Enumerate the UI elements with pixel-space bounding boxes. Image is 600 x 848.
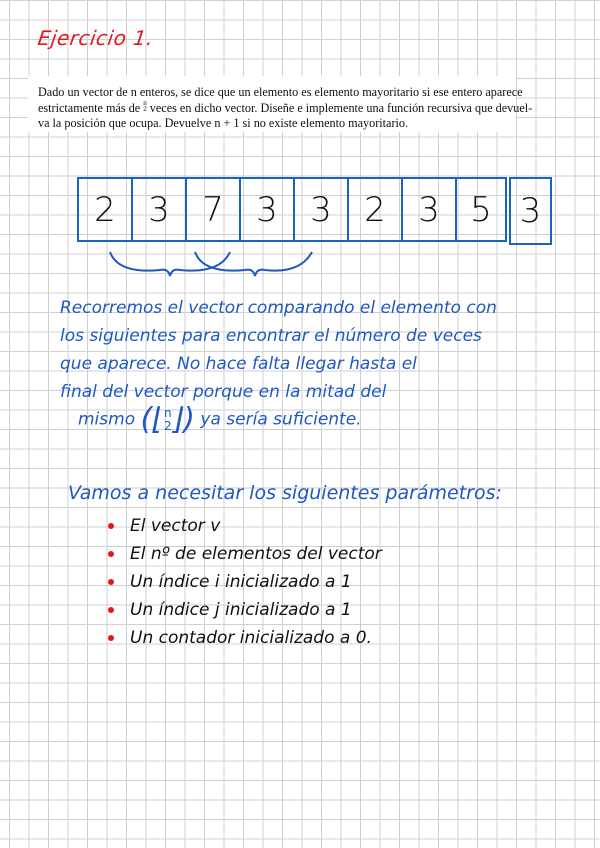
- vector-array: [77, 177, 507, 242]
- explanation-line-3: que aparece. No hace falta llegar hasta el: [60, 354, 417, 374]
- vector-cell: 3: [133, 179, 187, 240]
- vector-cell: 2: [349, 179, 403, 240]
- floor-bracket-close: ⌋): [171, 402, 195, 437]
- problem-line-3: va la posición que ocupa. Devuelve n + 1 si no existe elemento mayoritario.: [38, 116, 409, 130]
- bullet-icon: [108, 579, 114, 585]
- list-item: [108, 568, 382, 596]
- list-item: [108, 596, 382, 624]
- explanation-line-5-end: ya sería suficiente.: [200, 409, 362, 430]
- fraction-numerator: n: [143, 99, 147, 107]
- fraction-denominator: 2: [143, 105, 147, 113]
- vector-extra-cell: 3: [509, 177, 552, 245]
- list-item: [108, 512, 382, 540]
- list-item-text: Un contador inicializado a 0.: [130, 628, 372, 648]
- vector-cell: 3: [241, 179, 295, 240]
- list-item-text: Un índice i inicializado a 1: [130, 572, 352, 592]
- explanation-line-1: Recorremos el vector comparando el elemento con: [60, 298, 497, 318]
- explanation-line-4: final del vector porque en la mitad del: [60, 382, 387, 402]
- bullet-icon: [108, 607, 114, 613]
- params-heading: Vamos a necesitar los siguientes parámetros:: [68, 482, 502, 504]
- list-item: [108, 624, 382, 652]
- vector-cell: 3: [295, 179, 349, 240]
- exercise-title: Ejercicio 1.: [36, 26, 156, 50]
- vector-cell: 2: [79, 179, 133, 240]
- comparison-braces-icon: [100, 240, 320, 280]
- vector-cell: 5: [470, 189, 492, 230]
- params-list: [108, 512, 382, 652]
- vector-cell: 7: [187, 179, 241, 240]
- vector-cell: 3: [403, 179, 457, 240]
- fraction-n-over-2: [143, 100, 147, 112]
- explanation-line-5: [78, 402, 362, 437]
- bullet-icon: [108, 635, 114, 641]
- list-item-text: Un índice j inicializado a 1: [130, 600, 352, 620]
- problem-line-1: Dado un vector de n enteros, se dice que un elemento es elemento mayoritario si ese entero aparece: [38, 85, 523, 99]
- problem-line-2-start: estrictamente más de: [38, 101, 141, 115]
- list-item-text: El vector v: [130, 516, 221, 536]
- floor-numerator: n: [163, 405, 172, 420]
- problem-line-2: [38, 99, 533, 116]
- list-item: [108, 540, 382, 568]
- floor-denominator: 2: [163, 418, 172, 433]
- floor-fraction: [164, 407, 172, 433]
- list-item-text: El nº de elementos del vector: [130, 544, 382, 564]
- explanation-line-2: los siguientes para encontrar el número de veces: [60, 326, 482, 346]
- problem-line-2-end: veces en dicho vector. Diseñe e implemente una función recursiva que devuel-: [149, 101, 533, 115]
- floor-bracket-open: (⌊: [140, 402, 164, 437]
- bullet-icon: [108, 551, 114, 557]
- bullet-icon: [108, 523, 114, 529]
- problem-statement: [28, 76, 533, 132]
- explanation-line-5-start: mismo: [78, 409, 136, 430]
